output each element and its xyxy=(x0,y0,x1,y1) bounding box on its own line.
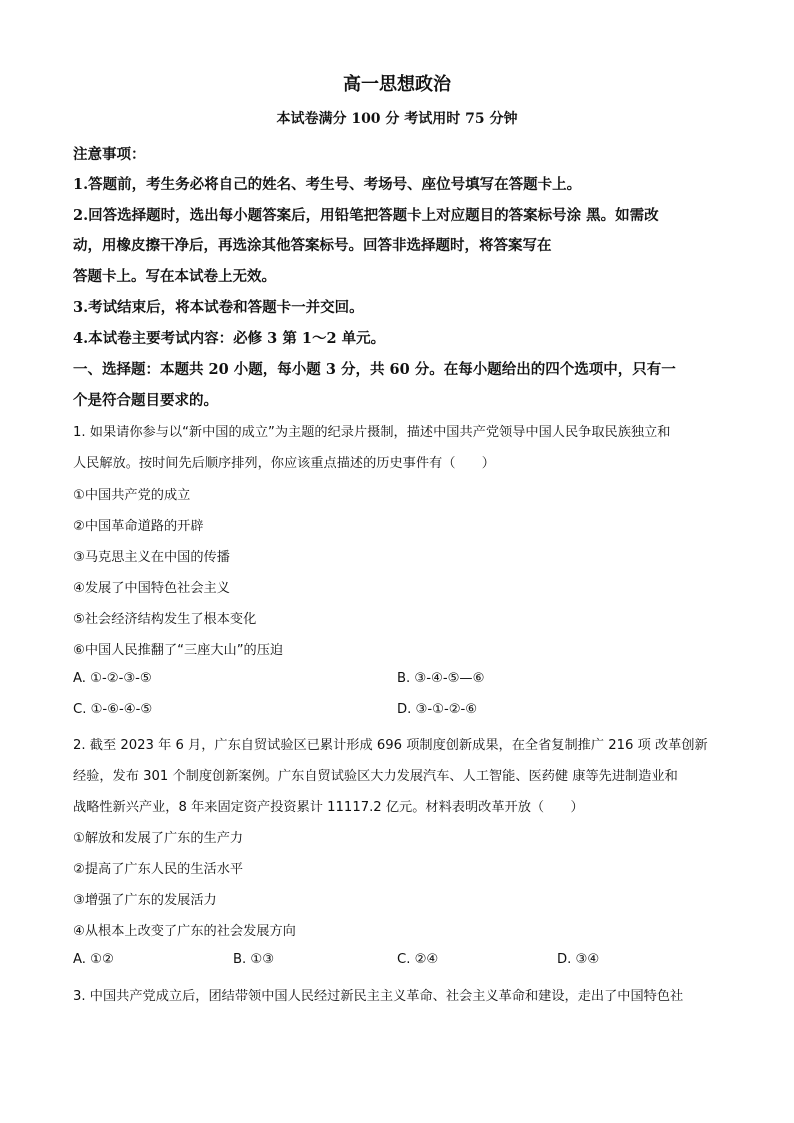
note-3: 3.考试结束后，将本试卷和答题卡一并交回。 xyxy=(73,299,364,316)
q2-stem-line-3: 战略性新兴产业，8 年来固定资产投资累计 11117.2 亿元。材料表明改革开放（ ） xyxy=(73,800,584,815)
q2-option-d: D. ③④ xyxy=(557,952,600,967)
q1-stem-line-1: 1. 如果请你参与以“新中国的成立”为主题的纪录片摄制，描述中国共产党领导中国人民争取民族独立和 xyxy=(73,425,671,440)
q2-item: ②提高了广东人民的生活水平 xyxy=(73,862,244,877)
q2-option-c: C. ②④ xyxy=(397,952,439,967)
q1-option-a: A. ①-②-③-⑤ xyxy=(73,671,152,686)
q1-item: ⑥中国人民推翻了“三座大山”的压迫 xyxy=(73,643,284,658)
section-heading-line-1: 一、选择题：本题共 20 小题，每小题 3 分，共 60 分。在每小题给出的四个选项中，只有一 xyxy=(73,361,676,378)
q3-stem-line-1: 3. 中国共产党成立后，团结带领中国人民经过新民主主义革命、社会主义革命和建设，走出了中国特色社 xyxy=(73,989,684,1004)
q2-item: ③增强了广东的发展活力 xyxy=(73,893,217,908)
q1-item: ③马克思主义在中国的传播 xyxy=(73,550,230,565)
q1-option-c: C. ①-⑥-④-⑤ xyxy=(73,702,153,717)
q1-item: ④发展了中国特色社会主义 xyxy=(73,581,230,596)
q2-stem-line-1: 2. 截至 2023 年 6 月，广东自贸试验区已累计形成 696 项制度创新成果，在全省复制推广 216 项 改革创新 xyxy=(73,738,708,753)
q2-option-b: B. ①③ xyxy=(233,952,275,967)
note-4: 4.本试卷主要考试内容：必修 3 第 1～2 单元。 xyxy=(73,330,386,347)
q1-option-d: D. ③-①-②-⑥ xyxy=(397,702,478,717)
note-2-line-3: 答题卡上。写在本试卷上无效。 xyxy=(73,268,276,285)
note-1: 1.答题前，考生务必将自己的姓名、考生号、考场号、座位号填写在答题卡上。 xyxy=(73,176,582,193)
section-heading-line-2: 个是符合题目要求的。 xyxy=(73,392,218,409)
q1-stem-line-2: 人民解放。按时间先后顺序排列，你应该重点描述的历史事件有（ ） xyxy=(73,456,495,471)
q1-item: ①中国共产党的成立 xyxy=(73,488,191,503)
q2-option-a: A. ①② xyxy=(73,952,114,967)
q1-item: ⑤社会经济结构发生了根本变化 xyxy=(73,612,257,627)
q2-item: ①解放和发展了广东的生产力 xyxy=(73,831,244,846)
note-2-line-2: 动，用橡皮擦干净后，再选涂其他答案标号。回答非选择题时，将答案写在 xyxy=(73,237,552,254)
notes-heading: 注意事项： xyxy=(73,146,146,163)
q2-item: ④从根本上改变了广东的社会发展方向 xyxy=(73,924,296,939)
note-2-line-1: 2.回答选择题时，选出每小题答案后，用铅笔把答题卡上对应题目的答案标号涂 黑。如需改 xyxy=(73,207,659,224)
page-title: 高一思想政治 xyxy=(343,74,451,95)
q2-stem-line-2: 经验，发布 301 个制度创新案例。广东自贸试验区大力发展汽车、人工智能、医药健 康等先进制造业和 xyxy=(73,769,678,784)
q1-item: ②中国革命道路的开辟 xyxy=(73,519,204,534)
exam-info: 本试卷满分 100 分 考试用时 75 分钟 xyxy=(276,111,518,127)
q1-option-b: B. ③-④-⑤—⑥ xyxy=(397,671,485,686)
